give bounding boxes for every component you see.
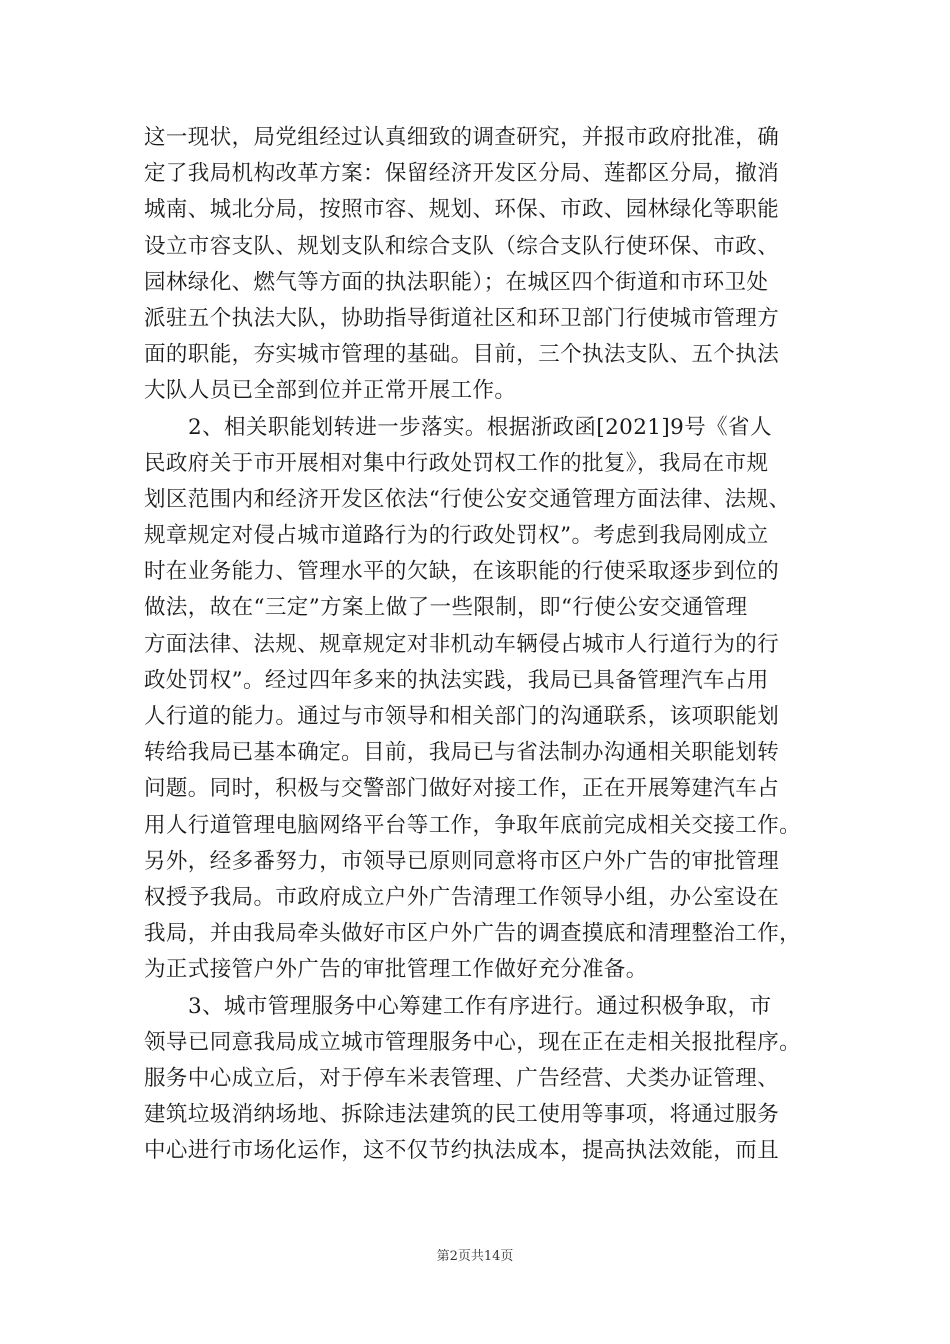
text-line: 转给我局已基本确定。目前，我局已与省法制办沟通相关职能划转 <box>144 740 780 766</box>
paragraph-start-line: 2、相关职能划转进一步落实。根据浙政函[2021]9号《省人 <box>188 414 772 440</box>
text-line: 设立市容支队、规划支队和综合支队（综合支队行使环保、市政、 <box>144 233 780 259</box>
text-line: 人行道的能力。通过与市领导和相关部门的沟通联系，该项职能划 <box>144 704 780 729</box>
text-line: 时在业务能力、管理水平的欠缺，在该职能的行使采取逐步到位的 <box>144 559 780 585</box>
text-line: 方面法律、法规、规章规定对非机动车辆侵占城市人行道行为的行 <box>144 631 780 657</box>
text-line: 城南、城北分局，按照市容、规划、环保、市政、园林绿化等职能 <box>144 197 780 223</box>
text-line: 中心进行市场化运作，这不仅节约执法成本，提高执法效能，而且 <box>144 1138 780 1164</box>
text-line: 建筑垃圾消纳场地、拆除违法建筑的民工使用等事项，将通过服务 <box>144 1102 780 1128</box>
text-line: 做法，故在“三定”方案上做了一些限制，即“行使公安交通管理 <box>144 595 748 621</box>
document-body <box>144 120 806 1169</box>
text-line: 为正式接管户外广告的审批管理工作做好充分准备。 <box>144 957 648 983</box>
text-line: 权授予我局。市政府成立户外广告清理工作领导小组，办公室设在 <box>144 884 780 910</box>
text-line: 民政府关于市开展相对集中行政处罚权工作的批复》，我局在市规 <box>144 450 769 476</box>
text-line: 我局，并由我局牵头做好市区户外广告的调查摸底和清理整治工作， <box>144 921 802 947</box>
text-line: 服务中心成立后，对于停车米表管理、广告经营、犬类办证管理、 <box>144 1065 780 1091</box>
text-line: 面的职能，夯实城市管理的基础。目前，三个执法支队、五个执法 <box>144 342 780 368</box>
text-line: 问题。同时，积极与交警部门做好对接工作，正在开展筹建汽车占 <box>144 776 780 802</box>
text-line: 定了我局机构改革方案：保留经济开发区分局、莲都区分局，撤消 <box>144 161 780 187</box>
text-line: 划区范围内和经济开发区依法“行使公安交通管理方面法律、法规、 <box>144 486 791 512</box>
text-line: 领导已同意我局成立城市管理服务中心，现在正在走相关报批程序。 <box>144 1029 802 1055</box>
text-line: 园林绿化、燃气等方面的执法职能）；在城区四个街道和市环卫处 <box>144 269 769 295</box>
text-line: 另外，经多番努力，市领导已原则同意将市区户外广告的审批管理 <box>144 848 780 874</box>
text-line: 这一现状，局党组经过认真细致的调查研究，并报市政府批准，确 <box>144 125 780 150</box>
text-line: 用人行道管理电脑网络平台等工作，争取年底前完成相关交接工作。 <box>144 812 802 838</box>
paragraph-start-line: 3、城市管理服务中心筹建工作有序进行。通过积极争取，市 <box>188 993 772 1019</box>
text-line: 规章规定对侵占城市道路行为的行政处罚权”。考虑到我局刚成立 <box>144 523 769 549</box>
text-line: 政处罚权”。经过四年多来的执法实践，我局已具备管理汽车占用 <box>144 667 769 693</box>
text-line: 大队人员已全部到位并正常开展工作。 <box>144 378 517 404</box>
page-number: 第2页共14页 <box>436 1249 514 1264</box>
text-line: 派驻五个执法大队，协助指导街道社区和环卫部门行使城市管理方 <box>144 305 780 331</box>
